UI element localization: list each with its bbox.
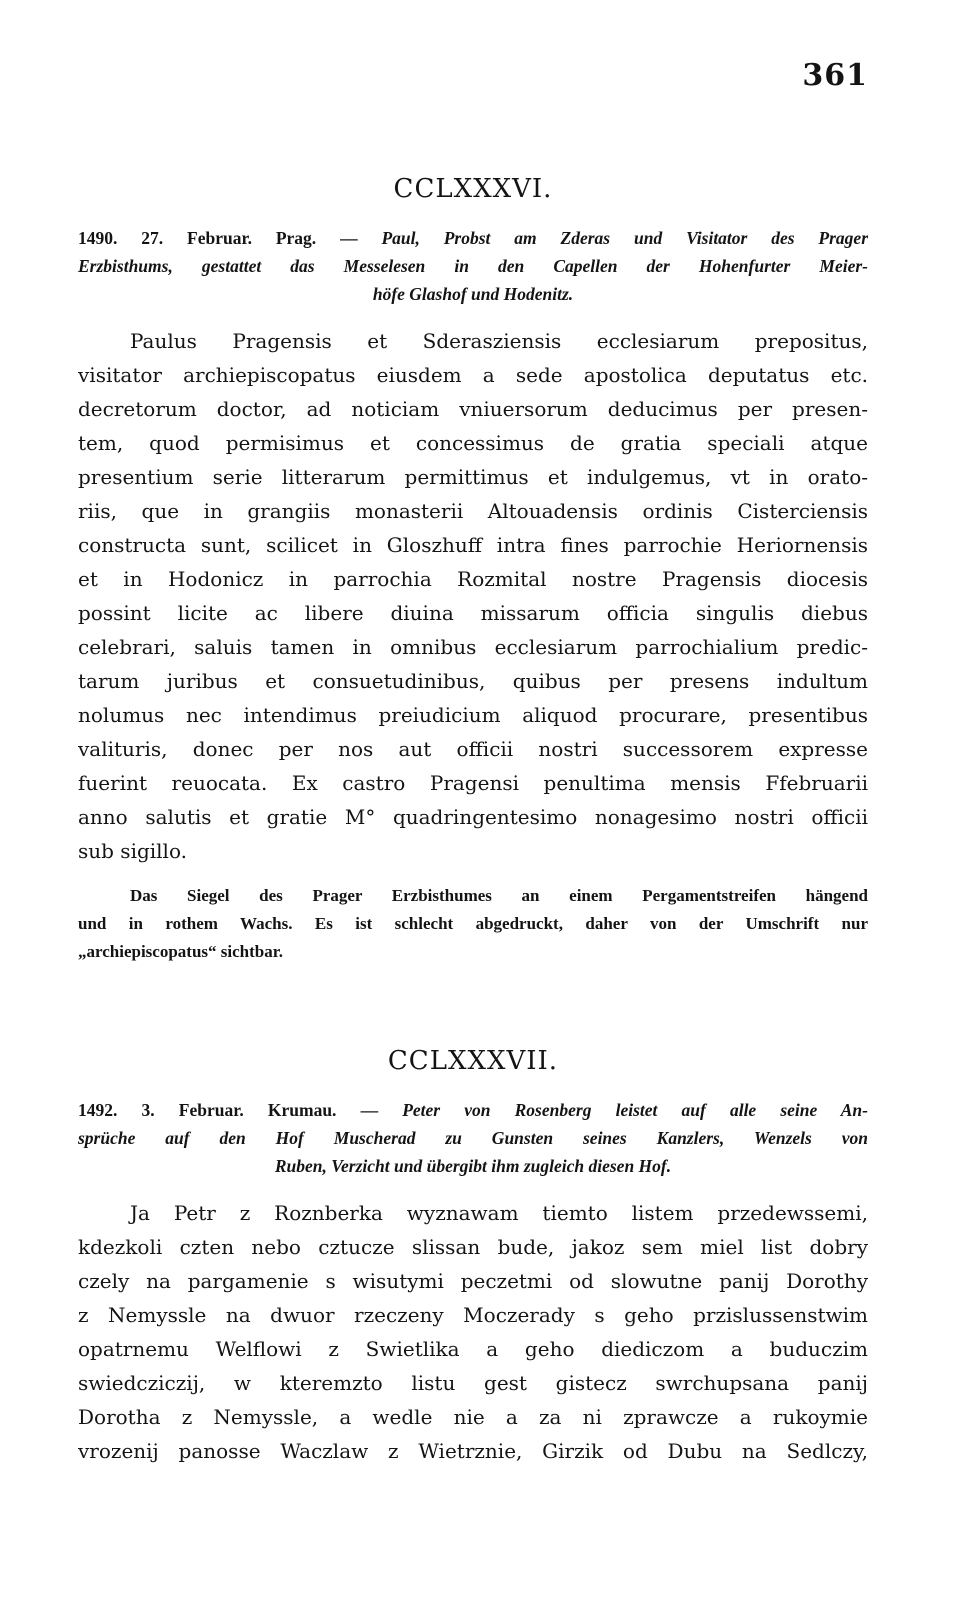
regest-line: [78, 224, 868, 252]
text-line: Dorotha z Nemyssle, a wedle nie a za ni zprawcze a rukoymie: [78, 1405, 868, 1429]
text-line: opatrnemu Welflowi z Swietlika a geho diediczom a buduczim: [78, 1337, 868, 1361]
document-286: [78, 172, 868, 966]
charter-text: [78, 324, 868, 868]
note-line: Das Siegel des Prager Erzbisthumes an einem Pergamentstreifen hängend: [130, 886, 868, 905]
text-line: tarum juribus et consuetudinibus, quibus per presens indultum: [78, 669, 868, 693]
note-line: „archiepiscopatus“ sichtbar.: [78, 942, 283, 961]
text-line: tem, quod permisimus et concessimus de gratia speciali atque: [78, 431, 868, 455]
text-line: z Nemyssle na dwuor rzeczeny Moczerady s geho przislussenstwim: [78, 1303, 868, 1327]
text-line: celebrari, saluis tamen in omnibus ecclesiarum parrochialium predic-: [78, 635, 868, 659]
text-line: fuerint reuocata. Ex castro Pragensi penultima mensis Ffebruarii: [78, 771, 868, 795]
text-line: Paulus Pragensis et Sderasziensis ecclesiarum prepositus,: [130, 329, 868, 353]
regest-line: [78, 1096, 868, 1124]
seal-note: [78, 882, 868, 966]
text-line: possint licite ac libere diuina missarum officia singulis diebus: [78, 601, 868, 625]
text-line: visitator archiepiscopatus eiusdem a sede apostolica deputatus etc.: [78, 363, 868, 387]
text-line: anno salutis et gratie M° quadringentesimo nonagesimo nostri officii: [78, 805, 868, 829]
text-line: czely na pargamenie s wisutymi peczetmi od slowutne panij Dorothy: [78, 1269, 868, 1293]
text-line: et in Hodonicz in parrochia Rozmital nostre Pragensis diocesis: [78, 567, 868, 591]
page-number: 361: [802, 58, 868, 93]
text-line: valituris, donec per nos aut officii nostri successorem expresse: [78, 737, 868, 761]
regest-date-place: 1492. 3. Februar. Krumau. —: [78, 1100, 379, 1120]
regest-line: Ruben, Verzicht und übergibt ihm zugleich diesen Hof.: [274, 1156, 672, 1176]
text-line: swiedcziczij, w kteremzto listu gest gistecz swrchupsana panij: [78, 1371, 868, 1395]
text-line: kdezkoli czten nebo cztucze slissan bude, jakoz sem miel list dobry: [78, 1235, 868, 1259]
text-line: vrozenij panosse Waczlaw z Wietrznie, Girzik od Dubu na Sedlczy,: [78, 1439, 868, 1463]
document-number: CCLXXXVII.: [387, 1046, 559, 1076]
text-line: sub sigillo.: [78, 839, 188, 863]
regest-line: höfe Glashof und Hodenitz.: [372, 284, 574, 304]
text-line: Ja Petr z Roznberka wyznawam tiemto listem przedewssemi,: [130, 1201, 868, 1225]
regest-header: [78, 1096, 868, 1180]
text-line: decretorum doctor, ad noticiam vniuersorum deducimus per presen-: [78, 397, 868, 421]
document-number: CCLXXXVI.: [393, 174, 553, 204]
text-line: constructa sunt, scilicet in Gloszhuff intra fines parrochie Heriornensis: [78, 533, 868, 557]
regest-header: [78, 224, 868, 308]
regest-line: Erzbisthums, gestattet das Messelesen in den Capellen der Hohenfurter Meier-: [78, 256, 868, 276]
text-line: presentium serie litterarum permittimus et indulgemus, vt in orato-: [78, 465, 868, 489]
document-287: [78, 1044, 868, 1468]
text-line: riis, que in grangiis monasterii Altouadensis ordinis Cisterciensis: [78, 499, 868, 523]
regest-summary: Paul, Probst am Zderas und Visitator des Prager: [357, 228, 869, 248]
charter-text: [78, 1196, 868, 1468]
text-line: nolumus nec intendimus preiudicium aliquod procurare, presentibus: [78, 703, 868, 727]
regest-date-place: 1490. 27. Februar. Prag. —: [78, 228, 358, 248]
regest-summary: Peter von Rosenberg leistet auf alle seine An-: [378, 1100, 868, 1120]
regest-line: sprüche auf den Hof Muscherad zu Gunsten seines Kanzlers, Wenzels von: [78, 1128, 868, 1148]
note-line: und in rothem Wachs. Es ist schlecht abgedruckt, daher von der Umschrift nur: [78, 914, 868, 933]
